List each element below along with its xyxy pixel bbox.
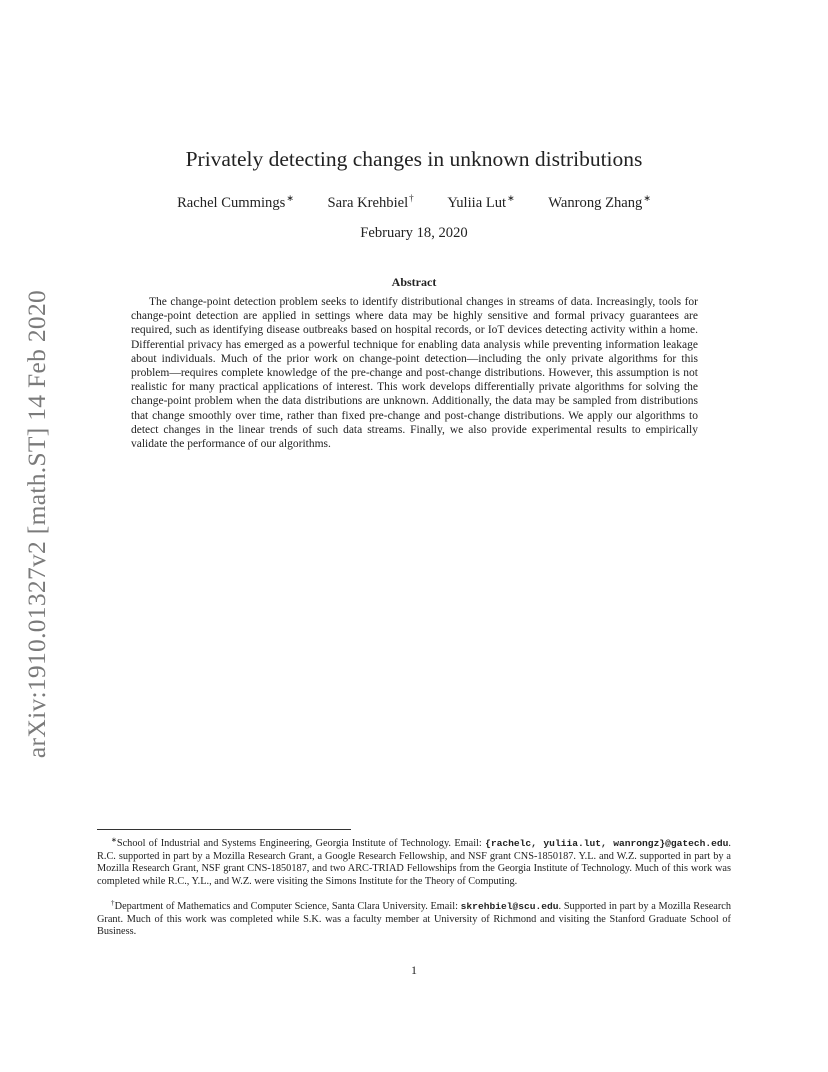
footnote-text: . R.C. supported in part by a Mozilla Research Grant, a Google Research Fellowship, and NSF grant CNS-1850187. Y.L. and W.Z. supported in part by a Mozilla Research Grant, NSF grant CNS-1850187, and two ARC-TRIAD Fellowships from the Georgia Institute of Technology. Much of this work was completed while R.C., Y.L., and W.Z. were visiting the Simons Institute for the Theory of Computing.	[97, 838, 731, 887]
footnote-text: Department of Mathematics and Computer Science, Santa Clara University. Email:	[114, 901, 461, 912]
page-number: 1	[411, 963, 417, 977]
footnote-santa-clara	[97, 897, 731, 939]
footnote-mark: ∗	[111, 836, 117, 844]
author-list	[0, 193, 828, 212]
author-name: Rachel Cummings	[177, 195, 286, 211]
author-name: Yuliia Lut	[447, 195, 507, 211]
footnote-text: School of Industrial and Systems Engineering, Georgia Institute of Technology. Email:	[116, 838, 486, 849]
footnote-text: . Supported in part by a Mozilla Research Grant. Much of this work was completed while S.K. was a faculty member at University of Richmond and visiting the Stanford Graduate School of Business.	[97, 901, 732, 938]
paper-title: Privately detecting changes in unknown distributions	[185, 147, 643, 171]
footnote-email: {rachelc, yuliia.lut, wanrongz}@gatech.edu	[485, 838, 729, 849]
author-affiliation-mark: ∗	[507, 193, 515, 203]
footnote-email: skrehbiel@scu.edu	[460, 901, 559, 912]
footnote-divider	[97, 829, 351, 830]
author-affiliation-mark: ∗	[286, 193, 294, 203]
abstract-text: The change-point detection problem seeks to identify distributional changes in streams of data. Increasingly, tools for change-point detection are applied in settings where data may be highly sensitive and formal privacy guarantees are required, such as identifying disease outbreaks based on hospital records, or IoT devices detecting activity within a home. Differential privacy has emerged as a powerful technique for enabling data analysis while preventing information leakage about individuals. Much of the prior work on change-point detection—including the only private algorithms for this problem—requires complete knowledge of the pre-change and post-change distributions. However, this assumption is not realistic for many practical applications of interest. This work develops differentially private algorithms for solving the change-point problem when the data distributions are unknown. Additionally, the data may be sampled from distributions that change smoothly over time, rather than fixed pre-change and post-change distributions. We apply our algorithms to detect changes in the linear trends of such data streams. Finally, we also provide experimental results to empirically validate the performance of our algorithms.	[131, 296, 698, 451]
abstract-heading: Abstract	[391, 275, 437, 289]
author-yuliia-lut	[447, 193, 514, 212]
footnote-georgia-tech	[97, 834, 731, 888]
author-rachel-cummings	[177, 193, 294, 212]
footnote-mark: †	[111, 899, 115, 907]
author-sara-krehbiel	[328, 193, 414, 212]
author-name: Wanrong Zhang	[548, 195, 643, 211]
author-name: Sara Krehbiel	[327, 195, 409, 211]
arxiv-identifier-text: arXiv:1910.01327v2 [math.ST] 14 Feb 2020	[22, 289, 51, 759]
author-wanrong-zhang	[548, 193, 651, 212]
author-affiliation-mark: †	[409, 193, 414, 203]
publication-date: February 18, 2020	[360, 225, 468, 241]
author-affiliation-mark: ∗	[643, 193, 651, 203]
